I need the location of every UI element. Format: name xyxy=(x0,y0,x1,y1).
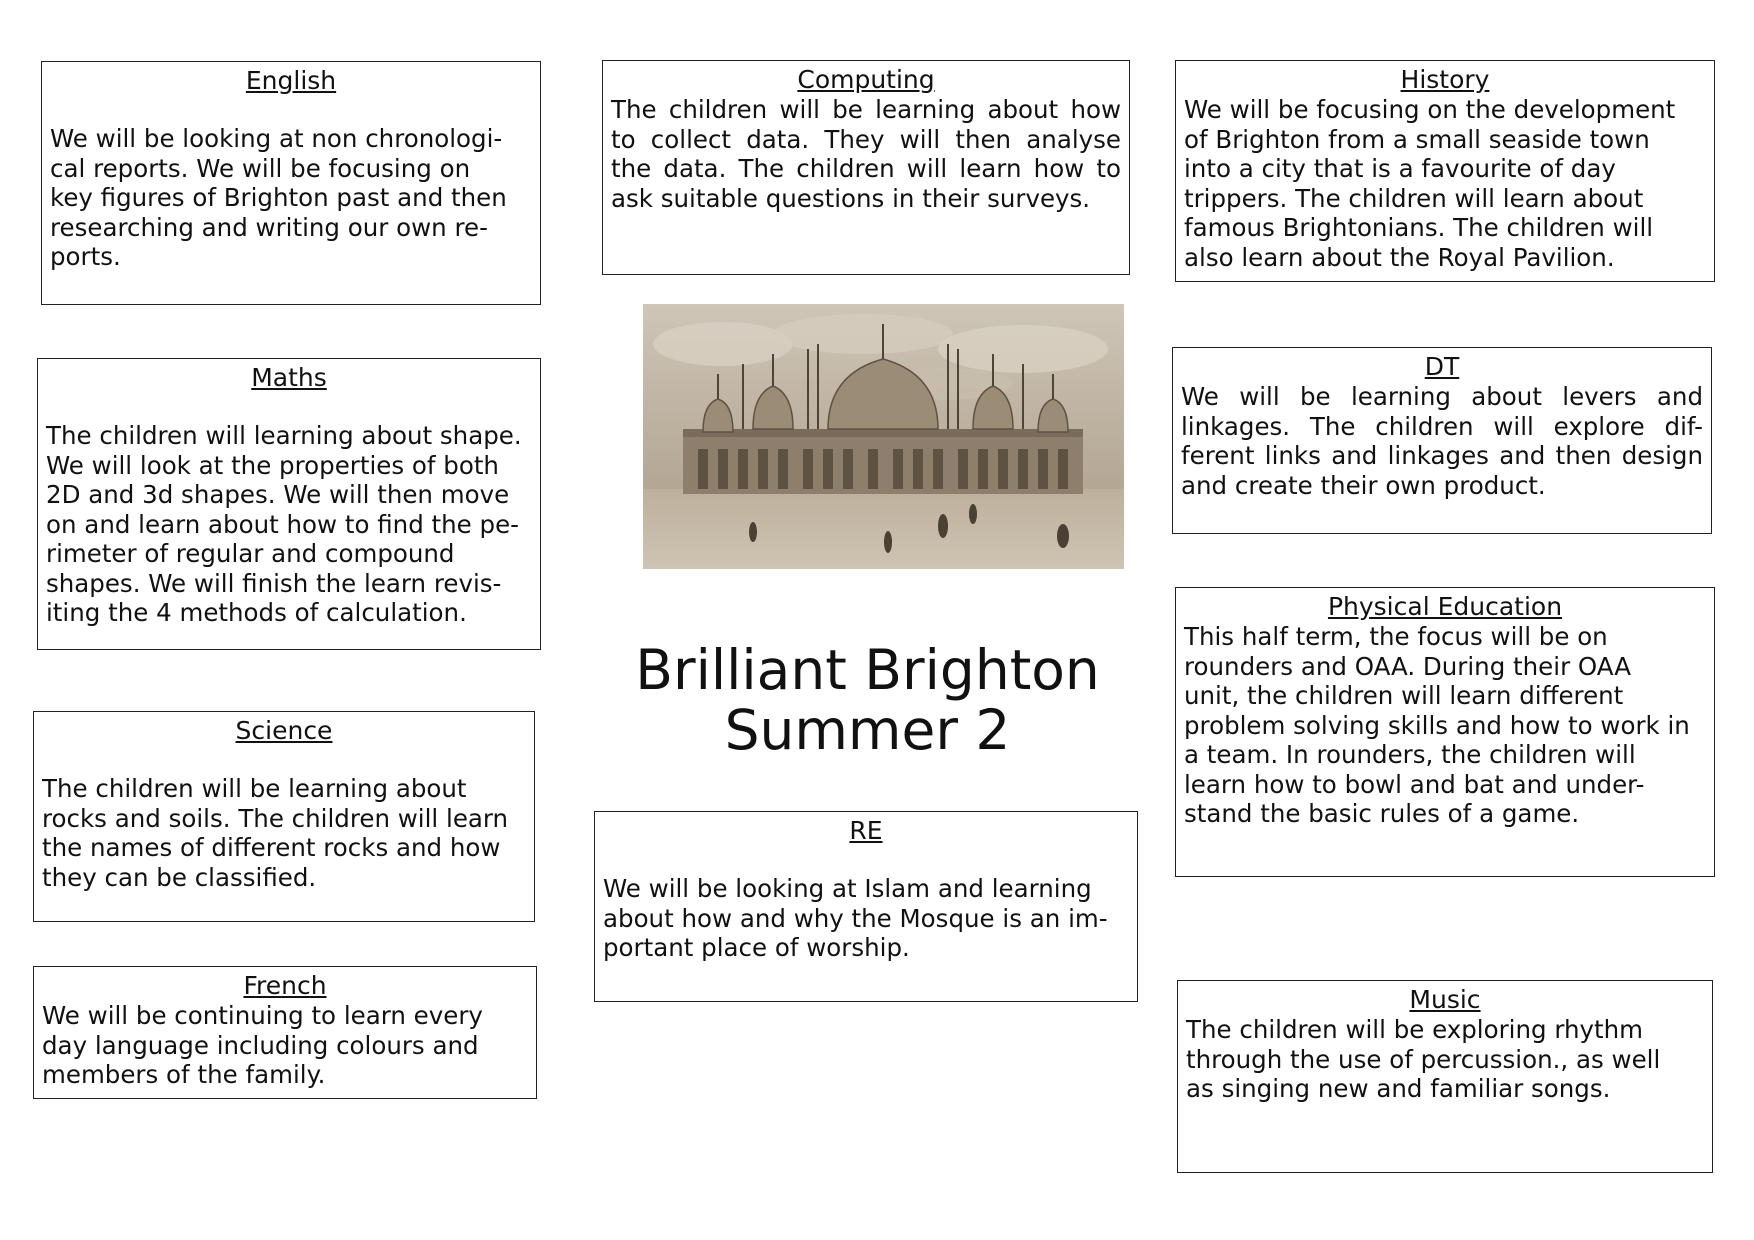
pe-text: This half term, the focus will be on rounders and OAA. During their OAA unit, the children will learn different problem solving skills and how to work in a team. In rounders, the children will learn how to bowl and bat and under- stand the basic rules of a game. xyxy=(1184,622,1690,828)
re-box xyxy=(594,811,1138,1002)
dt-box xyxy=(1172,347,1712,534)
maths-box xyxy=(37,358,541,650)
computing-title: Computing xyxy=(797,65,935,94)
science-text: The children will be learning about rocks and soils. The children will learn the names of different rocks and how they can be classified. xyxy=(42,774,509,892)
history-text: We will be focusing on the development of Brighton from a small seaside town into a city that is a favourite of day trippers. The children will learn about famous Brightonians. The children will also learn about the Royal Pavilion. xyxy=(1184,95,1676,272)
french-box xyxy=(33,966,537,1099)
maths-text: The children will learning about shape. We will look at the properties of both 2D and 3d shapes. We will then move on and learn about how to find the pe- rimeter of regular and compound shapes. We will finish the learn revis- iting the 4 methods of calculation. xyxy=(46,421,522,627)
history-box xyxy=(1175,60,1715,282)
music-text: The children will be exploring rhythm through the use of percussion., as well as singing new and familiar songs. xyxy=(1186,1015,1661,1103)
re-title: RE xyxy=(849,816,883,845)
pe-box xyxy=(1175,587,1715,877)
english-text: We will be looking at non chronologi- cal reports. We will be focusing on key figures of Brighton past and then researching and writing our own re- ports. xyxy=(50,124,507,271)
computing-text: The children will be learning about how to collect data. They will then analyse the data. The children will learn how to ask suitable questions in their surveys. xyxy=(611,95,1121,213)
computing-box xyxy=(602,60,1130,275)
english-box xyxy=(41,61,541,305)
science-title: Science xyxy=(235,716,333,745)
history-title: History xyxy=(1400,65,1490,94)
pe-title: Physical Education xyxy=(1327,592,1563,621)
royal-pavilion-image xyxy=(643,304,1124,569)
french-text: We will be continuing to learn every day language including colours and members of the family. xyxy=(42,1001,483,1089)
music-box xyxy=(1177,980,1713,1173)
re-text: We will be looking at Islam and learning about how and why the Mosque is an im- portant place of worship. xyxy=(603,874,1108,962)
dt-text: We will be learning about levers and linkages. The children will explore dif-ferent links and linkages and then design and create their own product. xyxy=(1181,382,1703,500)
french-title: French xyxy=(243,971,327,1000)
page-title: Brilliant Brighton Summer 2 xyxy=(635,638,1100,762)
dt-title: DT xyxy=(1424,352,1460,381)
english-title: English xyxy=(245,66,337,95)
science-box xyxy=(33,711,535,922)
maths-title: Maths xyxy=(251,363,327,392)
music-title: Music xyxy=(1409,985,1481,1014)
